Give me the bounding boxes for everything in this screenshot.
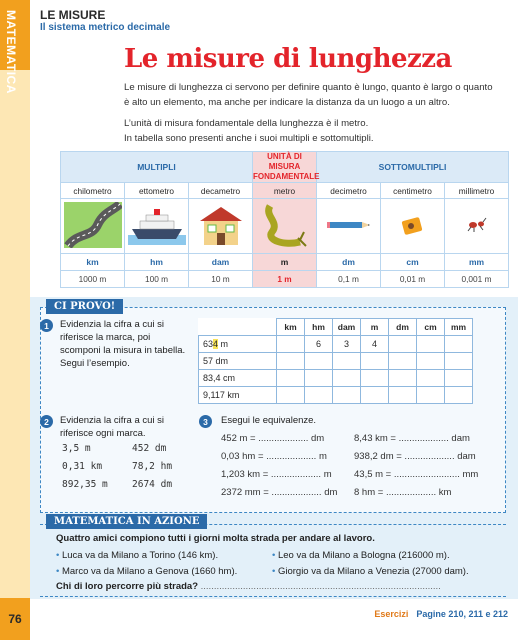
unit-value: 0,1 m <box>317 271 381 288</box>
answer-cell[interactable] <box>361 370 389 387</box>
bullet-icon: • <box>56 566 62 577</box>
unit-name: decimetro <box>317 183 381 199</box>
problem-items-right <box>272 548 469 580</box>
exercise-2-col2 <box>132 440 172 494</box>
unit-name: millimetro <box>445 183 509 199</box>
unit-value: 10 m <box>189 271 253 288</box>
equivalence-item[interactable]: 1,203 km = ................... m <box>221 469 332 480</box>
answer-cell[interactable] <box>361 353 389 370</box>
fundamental-unit-header <box>253 152 320 183</box>
answer-cell[interactable] <box>305 353 333 370</box>
col-header: km <box>277 319 305 336</box>
unit-label-line2: FONDAMENTALE <box>253 172 320 181</box>
answer-line[interactable]: ........................................................................................... <box>200 581 441 592</box>
exercise-number-2: 2 <box>40 415 53 428</box>
answer-cell[interactable]: 6 <box>305 336 333 353</box>
exercise-number-3: 3 <box>199 415 212 428</box>
unit-value: 1 m <box>253 271 317 288</box>
table-row <box>199 387 473 404</box>
exercises-reference[interactable] <box>374 609 508 619</box>
problem-intro: Quattro amici compiono tutti i giorni molta strada per andare al lavoro. <box>56 533 375 544</box>
intro-line-2: In tabella sono presenti anche i suoi multipli e sottomultipli. <box>124 133 374 144</box>
exercise-2-text: Evidenzia la cifra a cui si riferisce ogni marca. <box>60 415 165 439</box>
measure-unit: m <box>218 339 229 349</box>
question-text: Chi di loro percorre più strada? <box>56 581 198 592</box>
list-item-text: Leo va da Milano a Bologna (216000 m). <box>277 550 450 561</box>
sharpener-icon <box>381 199 445 254</box>
equivalences-right <box>354 430 478 502</box>
measure-cell: 9,117 km <box>199 387 277 404</box>
unit-values-row <box>61 271 509 288</box>
table-row <box>199 336 473 353</box>
equivalence-item[interactable]: 43,5 m = ......................... mm <box>354 469 479 480</box>
subject-label: MATEMATICA <box>4 10 18 94</box>
ant-icon <box>445 199 509 254</box>
table-row <box>199 370 473 387</box>
units-table <box>60 151 509 288</box>
equivalence-item[interactable]: 452 m = ................... dm <box>221 433 325 444</box>
answer-cell[interactable] <box>277 387 305 404</box>
unit-symbol: mm <box>445 254 509 271</box>
unit-name: centimetro <box>381 183 445 199</box>
measure-cell: 57 dm <box>199 353 277 370</box>
equivalence-item[interactable]: 8 hm = ................... km <box>354 487 452 498</box>
highlighted-digit: 4 <box>213 339 219 349</box>
equivalence-item[interactable]: 0,03 hm = ................... m <box>221 451 327 462</box>
multiples-header: MULTIPLI <box>61 152 253 183</box>
exercises-pages: Pagine 210, 211 e 212 <box>416 609 508 619</box>
unit-name: decametro <box>189 183 253 199</box>
answer-cell[interactable] <box>389 336 417 353</box>
intro-paragraph-2 <box>124 116 496 146</box>
page-title: Le misure di lunghezza <box>124 44 452 74</box>
exercise-2-col1 <box>62 440 108 494</box>
unit-value: 0,001 m <box>445 271 509 288</box>
unit-name: metro <box>253 183 317 199</box>
measure-item[interactable]: 0,31 km <box>62 461 103 472</box>
equivalence-item[interactable]: 938,2 dm = ................... dam <box>354 451 476 462</box>
problem-question <box>56 580 441 593</box>
col-header: dam <box>333 319 361 336</box>
col-header: hm <box>305 319 333 336</box>
answer-cell[interactable] <box>277 370 305 387</box>
intro-paragraph-1: Le misure di lunghezza ci servono per definire quanto è lungo, quanto è largo o quanto è alto un elemento, ma anche per indicare la distanza da un luogo a un altro. <box>124 82 493 108</box>
answer-cell[interactable] <box>445 353 473 370</box>
answer-cell[interactable] <box>417 387 445 404</box>
answer-cell[interactable] <box>389 353 417 370</box>
col-header: dm <box>389 319 417 336</box>
submultiples-header: SOTTOMULTIPLI <box>317 152 509 183</box>
unit-images-row <box>61 199 509 254</box>
exercise-number-1: 1 <box>40 319 53 332</box>
measure-digits: 63 <box>203 339 214 349</box>
measure-item[interactable]: 3,5 m <box>62 443 91 454</box>
intro-text <box>124 80 496 152</box>
unit-symbol: km <box>61 254 125 271</box>
page-number: 76 <box>0 598 30 640</box>
answer-cell[interactable] <box>389 387 417 404</box>
list-item-text: Marco va da Milano a Genova (1660 hm). <box>61 566 238 577</box>
answer-cell[interactable] <box>417 336 445 353</box>
answer-cell[interactable] <box>417 353 445 370</box>
unit-value: 1000 m <box>61 271 125 288</box>
answer-cell[interactable] <box>333 370 361 387</box>
col-header: m <box>361 319 389 336</box>
equivalence-item[interactable]: 2372 mm = ................... dm <box>221 487 338 498</box>
answer-cell[interactable] <box>333 387 361 404</box>
unit-symbol: dm <box>317 254 381 271</box>
list-item <box>56 548 237 564</box>
side-tab <box>0 0 30 640</box>
unit-name: ettometro <box>125 183 189 199</box>
unit-symbol: m <box>253 254 317 271</box>
measure-item[interactable]: 452 dm <box>132 443 167 454</box>
decomposition-table <box>198 318 473 404</box>
unit-symbol: dam <box>189 254 253 271</box>
exercise-1-text: Evidenzia la cifra a cui si riferisce la marca, poi scomponi la misura in tabella. Segui l’esempio. <box>60 319 186 369</box>
list-item <box>56 564 237 580</box>
bullet-icon: • <box>272 550 278 561</box>
answer-cell[interactable] <box>277 353 305 370</box>
unit-value: 100 m <box>125 271 189 288</box>
answer-cell[interactable] <box>445 370 473 387</box>
measure-item[interactable]: 2674 dm <box>132 479 173 490</box>
unit-symbol: cm <box>381 254 445 271</box>
unit-value: 0,01 m <box>381 271 445 288</box>
pencil-icon <box>317 199 381 254</box>
table-row <box>199 353 473 370</box>
section-title: LE MISURE <box>40 8 106 22</box>
list-item-text: Luca va da Milano a Torino (146 km). <box>61 550 219 561</box>
answer-cell[interactable] <box>333 353 361 370</box>
answer-cell[interactable] <box>417 370 445 387</box>
col-header: mm <box>445 319 473 336</box>
answer-cell[interactable] <box>445 336 473 353</box>
section-subtitle: Il sistema metrico decimale <box>40 22 171 33</box>
scarf-icon <box>253 199 317 254</box>
road-icon <box>61 199 125 254</box>
answer-cell[interactable] <box>389 370 417 387</box>
unit-symbols-row <box>61 254 509 271</box>
exercise-3-text: Esegui le equivalenze. <box>221 415 317 426</box>
equivalences-left <box>221 430 337 502</box>
measure-item[interactable]: 892,35 m <box>62 479 108 490</box>
answer-cell[interactable] <box>305 370 333 387</box>
measure-cell: 83,4 cm <box>199 370 277 387</box>
list-item <box>272 548 469 564</box>
col-header: cm <box>417 319 445 336</box>
intro-line-1: L’unità di misura fondamentale della lunghezza è il metro. <box>124 118 369 129</box>
answer-cell[interactable] <box>305 387 333 404</box>
answer-cell[interactable]: 3 <box>333 336 361 353</box>
unit-symbol: hm <box>125 254 189 271</box>
bullet-icon: • <box>56 550 62 561</box>
bullet-icon: • <box>272 566 278 577</box>
house-icon <box>189 199 253 254</box>
list-item <box>272 564 469 580</box>
matematica-in-azione-label: MATEMATICA IN AZIONE <box>46 514 207 529</box>
unit-names-row <box>61 183 509 199</box>
answer-cell[interactable] <box>361 387 389 404</box>
ci-provo-label: CI PROVO! <box>46 299 123 314</box>
problem-items-left <box>56 548 237 580</box>
answer-cell[interactable] <box>277 336 305 353</box>
answer-cell[interactable]: 4 <box>361 336 389 353</box>
measure-cell <box>199 336 277 353</box>
equivalence-item[interactable]: 8,43 km = ................... dam <box>354 433 470 444</box>
list-item-text: Giorgio va da Milano a Venezia (27000 dam). <box>277 566 469 577</box>
answer-cell[interactable] <box>445 387 473 404</box>
exercises-label: Esercizi <box>374 609 409 619</box>
ship-icon <box>125 199 189 254</box>
measure-item[interactable]: 78,2 hm <box>132 461 173 472</box>
unit-label-line1: UNITÀ DI MISURA <box>267 152 302 171</box>
unit-name: chilometro <box>61 183 125 199</box>
